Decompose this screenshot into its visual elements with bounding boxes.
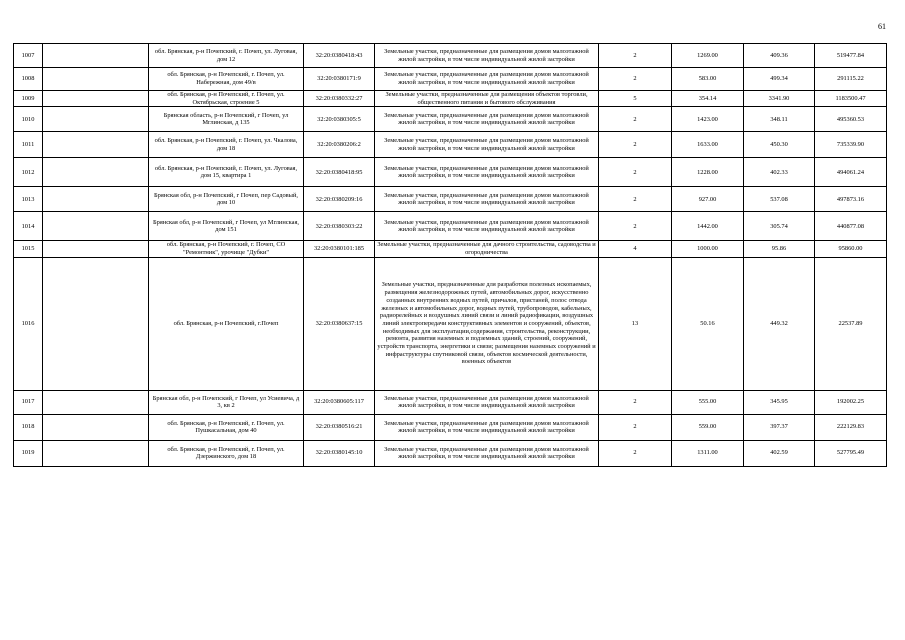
cell-cadastral-value: 22537.89 (815, 257, 887, 390)
cell-blank (43, 68, 149, 91)
cell-address: обл. Брянская, р-н Почепский, г. Почеп, ул. Луговая, дом 15, квартира 1 (149, 158, 304, 187)
cell-area: 1311.00 (672, 440, 744, 466)
cell-land-use: Земельные участки, предназначенные для дачного строительства, садоводства и огородничества (375, 241, 599, 257)
table-row (14, 158, 887, 187)
cadastral-value-table (13, 43, 887, 467)
cell-land-use: Земельные участки, предназначенные для размещения домов малоэтажной жилой застройки, в том числе индивидуальной жилой застройки (375, 187, 599, 212)
table-row (14, 132, 887, 158)
cell-cadastral-value: 95860.00 (815, 241, 887, 257)
cell-number: 1019 (14, 440, 43, 466)
cell-cadastral-number: 32:20:0380637:15 (304, 257, 375, 390)
cell-address: обл. Брянская, р-н Почепский, г. Почеп, СО "Ремонтник", урочище "Дубки" (149, 241, 304, 257)
cell-cadastral-value: 495360.53 (815, 107, 887, 132)
cell-specific-value: 409.36 (744, 44, 815, 68)
cell-address: обл. Брянская, р-н Почепский, г. Почеп, ул. Октябрьская, строение 5 (149, 91, 304, 107)
cell-specific-value: 345.95 (744, 390, 815, 414)
cell-blank (43, 390, 149, 414)
cell-land-use: Земельные участки, предназначенные для размещения домов малоэтажной жилой застройки, в том числе индивидуальной жилой застройки (375, 44, 599, 68)
table-row (14, 241, 887, 257)
cell-area: 1000.00 (672, 241, 744, 257)
cell-number: 1011 (14, 132, 43, 158)
cell-cadastral-number: 32:20:0380101:185 (304, 241, 375, 257)
cell-group: 2 (599, 187, 672, 212)
cell-cadastral-value: 497873.16 (815, 187, 887, 212)
cell-address: обл. Брянская, р-н Почепский, г. Почеп, ул. Луговая, дом 12 (149, 44, 304, 68)
cell-number: 1013 (14, 187, 43, 212)
table-row (14, 257, 887, 390)
cell-area: 1633.00 (672, 132, 744, 158)
cell-blank (43, 132, 149, 158)
cell-address: Брянская обл, р-н Почепский, г Почеп, ул Мглинская, дом 151 (149, 212, 304, 241)
cell-address: обл. Брянская, р-н Почепский, г. Почеп, ул. Дзержинского, дом 18 (149, 440, 304, 466)
cell-land-use: Земельные участки, предназначенные для размещения домов малоэтажной жилой застройки, в том числе индивидуальной жилой застройки (375, 414, 599, 440)
cell-cadastral-value: 1183500.47 (815, 91, 887, 107)
cell-address: обл. Брянская, р-н Почепский, г.Почеп (149, 257, 304, 390)
cell-address: Брянская обл, р-н Почепский, г Почеп, пер Садовый, дом 10 (149, 187, 304, 212)
page-number: 61 (878, 22, 886, 31)
cell-area: 583.00 (672, 68, 744, 91)
cell-cadastral-value: 527795.49 (815, 440, 887, 466)
cell-land-use: Земельные участки, предназначенные для размещения домов малоэтажной жилой застройки, в том числе индивидуальной жилой застройки (375, 158, 599, 187)
cell-cadastral-number: 32:20:0380418:43 (304, 44, 375, 68)
cell-cadastral-value: 735339.90 (815, 132, 887, 158)
table-row (14, 187, 887, 212)
cell-group: 4 (599, 241, 672, 257)
cell-area: 927.00 (672, 187, 744, 212)
cell-group: 2 (599, 132, 672, 158)
cell-cadastral-number: 32:20:0380516:21 (304, 414, 375, 440)
cell-blank (43, 440, 149, 466)
cell-land-use: Земельные участки, предназначенные для размещения домов малоэтажной жилой застройки, в том числе индивидуальной жилой застройки (375, 440, 599, 466)
cell-cadastral-number: 32:20:0380605:117 (304, 390, 375, 414)
cell-specific-value: 402.33 (744, 158, 815, 187)
cell-blank (43, 187, 149, 212)
cell-cadastral-number: 32:20:0380209:16 (304, 187, 375, 212)
cell-specific-value: 95.86 (744, 241, 815, 257)
table-row (14, 414, 887, 440)
cell-area: 1269.00 (672, 44, 744, 68)
table-row (14, 68, 887, 91)
cell-cadastral-value: 192002.25 (815, 390, 887, 414)
cell-area: 555.00 (672, 390, 744, 414)
cell-cadastral-number: 32:20:0380171:9 (304, 68, 375, 91)
cell-group: 2 (599, 414, 672, 440)
cell-area: 354.14 (672, 91, 744, 107)
cell-cadastral-value: 494061.24 (815, 158, 887, 187)
cell-area: 1442.00 (672, 212, 744, 241)
cell-group: 2 (599, 158, 672, 187)
cell-cadastral-number: 32:20:0380418:95 (304, 158, 375, 187)
cell-address: обл. Брянская, р-н Почепский, г. Почеп, ул. Пушкасальная, дом 40 (149, 414, 304, 440)
cell-address: Брянская обл, р-н Почепский, г Почеп, ул Усиевича, д 3, кв 2 (149, 390, 304, 414)
cell-specific-value: 537.08 (744, 187, 815, 212)
cell-group: 5 (599, 91, 672, 107)
cell-number: 1017 (14, 390, 43, 414)
cell-group: 13 (599, 257, 672, 390)
cell-address: Брянская область, р-н Почепский, г Почеп, ул Мглинская, д 135 (149, 107, 304, 132)
cell-blank (43, 91, 149, 107)
cell-land-use: Земельные участки, предназначенные для размещения домов малоэтажной жилой застройки, в том числе индивидуальной жилой застройки (375, 390, 599, 414)
cell-specific-value: 449.32 (744, 257, 815, 390)
cell-number: 1012 (14, 158, 43, 187)
cell-group: 2 (599, 107, 672, 132)
cell-number: 1008 (14, 68, 43, 91)
cell-land-use: Земельные участки, предназначенные для размещения домов малоэтажной жилой застройки, в том числе индивидуальной жилой застройки (375, 132, 599, 158)
cell-group: 2 (599, 212, 672, 241)
table-body (14, 44, 887, 467)
cell-number: 1018 (14, 414, 43, 440)
cell-specific-value: 499.34 (744, 68, 815, 91)
cell-land-use: Земельные участки, предназначенные для размещения объектов торговли, общественного питания и бытового обслуживания (375, 91, 599, 107)
cell-blank (43, 257, 149, 390)
cell-cadastral-number: 32:20:0380206:2 (304, 132, 375, 158)
cell-land-use: Земельные участки, предназначенные для размещения домов малоэтажной жилой застройки, в том числе индивидуальной жилой застройки (375, 107, 599, 132)
cell-number: 1007 (14, 44, 43, 68)
cell-area: 559.00 (672, 414, 744, 440)
cell-blank (43, 241, 149, 257)
cell-cadastral-number: 32:20:0380332:27 (304, 91, 375, 107)
cell-address: обл. Брянская, р-н Почепский, г. Почеп, ул. Набережная, дом 49/в (149, 68, 304, 91)
cell-cadastral-number: 32:20:0380305:5 (304, 107, 375, 132)
cell-specific-value: 348.11 (744, 107, 815, 132)
table-row (14, 91, 887, 107)
cell-cadastral-number: 32:20:0380145:10 (304, 440, 375, 466)
cell-area: 1423.00 (672, 107, 744, 132)
table-row (14, 107, 887, 132)
table-row (14, 44, 887, 68)
cell-blank (43, 107, 149, 132)
cell-land-use: Земельные участки, предназначенные для размещения домов малоэтажной жилой застройки, в том числе индивидуальной жилой застройки (375, 68, 599, 91)
cell-group: 2 (599, 44, 672, 68)
cell-specific-value: 402.59 (744, 440, 815, 466)
cell-blank (43, 414, 149, 440)
cell-specific-value: 3341.90 (744, 91, 815, 107)
cell-specific-value: 305.74 (744, 212, 815, 241)
cell-cadastral-value: 222129.83 (815, 414, 887, 440)
cell-land-use: Земельные участки, предназначенные для размещения домов малоэтажной жилой застройки, в том числе индивидуальной жилой застройки (375, 212, 599, 241)
table-row (14, 212, 887, 241)
cell-number: 1009 (14, 91, 43, 107)
cell-cadastral-value: 440877.08 (815, 212, 887, 241)
cell-land-use: Земельные участки, предназначенные для разработки полезных ископаемых, размещения железнодорожных путей, автомобильных дорог, искусственно созданных внутренних водных путей, причалов, пристаней, полос отвода железных и автомобильных дорог, водных путей, трубопроводов, кабельных, радиорелейных и воздушных линий связи и линий радиофикации, воздушных линий электропередачи конструктивных элементов и сооружений, объектов, необходимых для эксплуатации,содержания, строительства, реконструкции, ремонта, развития наземных и подземных зданий, строений, сооружений, устройств транспорта, энергетики и связи; размещения наземных сооружений и инфраструктуры спутниковой связи, объектов космической деятельности, военных объектов (375, 257, 599, 390)
cell-blank (43, 44, 149, 68)
cell-number: 1016 (14, 257, 43, 390)
cell-group: 2 (599, 390, 672, 414)
cell-blank (43, 158, 149, 187)
cell-number: 1015 (14, 241, 43, 257)
cell-cadastral-number: 32:20:0380303:22 (304, 212, 375, 241)
cell-group: 2 (599, 68, 672, 91)
cell-area: 50.16 (672, 257, 744, 390)
cell-specific-value: 450.30 (744, 132, 815, 158)
cell-group: 2 (599, 440, 672, 466)
cell-area: 1228.00 (672, 158, 744, 187)
cell-specific-value: 397.37 (744, 414, 815, 440)
cell-blank (43, 212, 149, 241)
table-row (14, 390, 887, 414)
cell-cadastral-value: 519477.84 (815, 44, 887, 68)
cell-address: обл. Брянская, р-н Почепский, г. Почеп, ул. Чкалова, дом 18 (149, 132, 304, 158)
cell-number: 1014 (14, 212, 43, 241)
table-row (14, 440, 887, 466)
cell-cadastral-value: 291115.22 (815, 68, 887, 91)
cell-number: 1010 (14, 107, 43, 132)
